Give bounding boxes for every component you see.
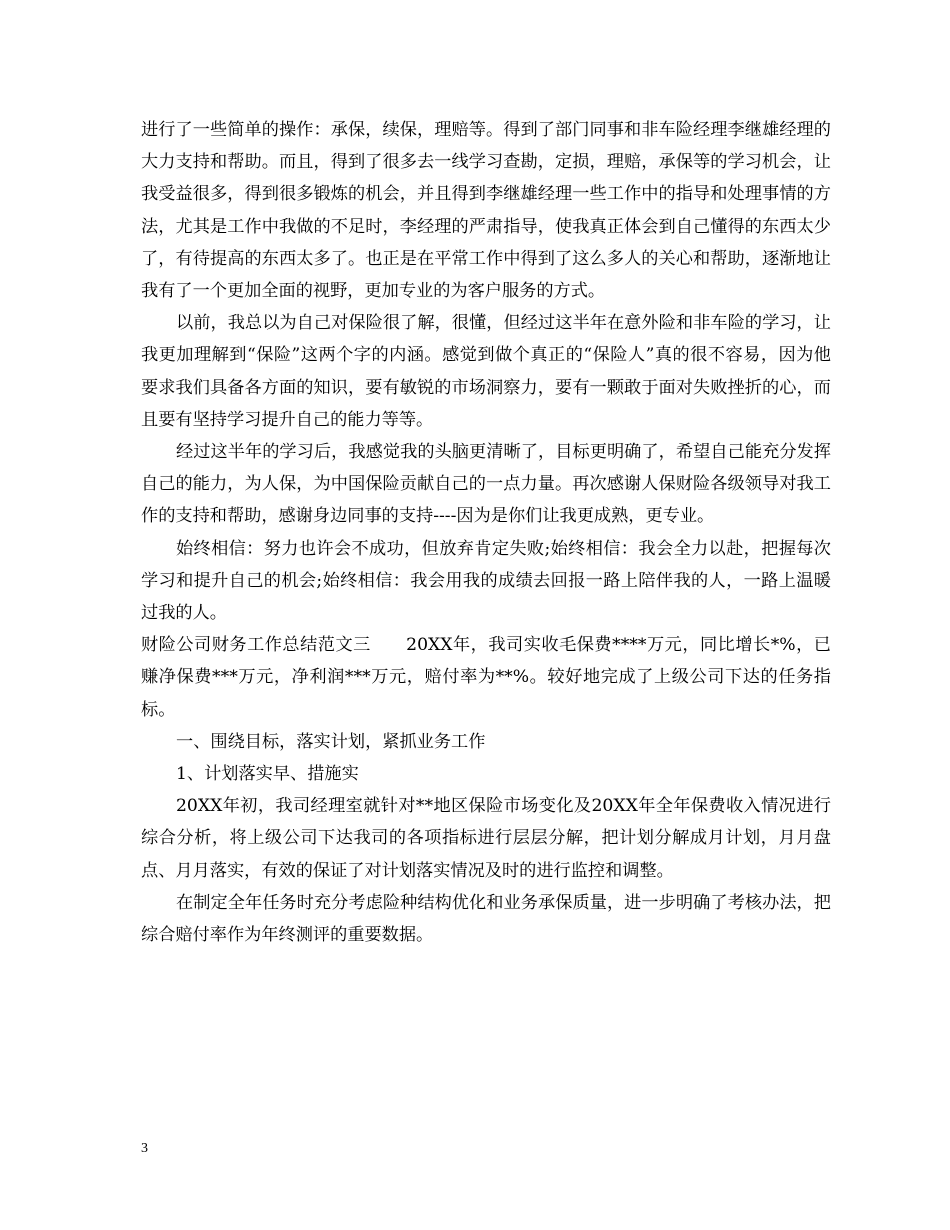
subsection-heading: 1、计划落实早、措施实 — [176, 764, 359, 785]
paragraph-1: 进行了一些简单的操作：承保，续保，理赔等。得到了部门同事和非车险经理李继雄经理的大力支持和帮助。而且，得到了很多去一线学习查勘，定损，理赔，承保等的学习机会，让我受益很多，得到很多锻炼的机会，并且得到李继雄经理一些工作中的指导和处理事情的方法，尤其是工作中我做的不足时，李经理的严肃指导，使我真正体会到自己懂得的东西太少了，有待提高的东西太多了。也正是在平常工作中得到了这么多人的关心和帮助，逐渐地让我有了一个更加全面的视野，更加专业的为客户服务的方式。 — [141, 120, 831, 302]
paragraph-4: 始终相信：努力也许会不成功，但放弃肯定失败;始终相信：我会全力以赴，把握每次学习和提升自己的机会;始终相信：我会用我的成绩去回报一路上陪伴我的人，一路上温暖过我的人。 — [141, 538, 831, 624]
paragraph-5: 财险公司财务工作总结范文三 20XX年，我司实收毛保费****万元，同比增长*%，已赚净保费***万元，净利润***万元，赔付率为**%。较好地完成了上级公司下达的任务指标。 — [141, 635, 831, 720]
paragraph-8: 20XX年初，我司经理室就针对**地区保险市场变化及20XX年全年保费收入情况进行综合分析，将上级公司下达我司的各项指标进行层层分解，把计划分解成月计划，月月盘点、月月落实，有效的保证了对计划落实情况及时的进行监控和调整。 — [141, 796, 831, 881]
document-body — [141, 114, 837, 951]
paragraph-3: 经过这半年的学习后，我感觉我的头脑更清晰了，目标更明确了，希望自己能充分发挥自己的能力，为人保，为中国保险贡献自己的一点力量。再次感谢人保财险各级领导对我工作的支持和帮助，感谢身边同事的支持----因为是你们让我更成熟，更专业。 — [141, 442, 831, 527]
paragraph-2: 以前，我总以为自己对保险很了解，很懂，但经过这半年在意外险和非车险的学习，让我更加理解到“保险”这两个字的内涵。感觉到做个真正的“保险人”真的很不容易，因为他 要求我们具备各方面的知识，要有敏锐的市场洞察力，要有一颗敢于面对失败挫折的心，而且要有坚持学习提升自己的能力等等。 — [141, 313, 837, 430]
section-heading: 一、围绕目标，落实计划，紧抓业务工作 — [176, 731, 486, 752]
page-number: 3 — [141, 1141, 148, 1156]
paragraph-9: 在制定全年任务时充分考虑险种结构优化和业务承保质量，进一步明确了考核办法，把综合赔付率作为年终测评的重要数据。 — [141, 892, 831, 946]
